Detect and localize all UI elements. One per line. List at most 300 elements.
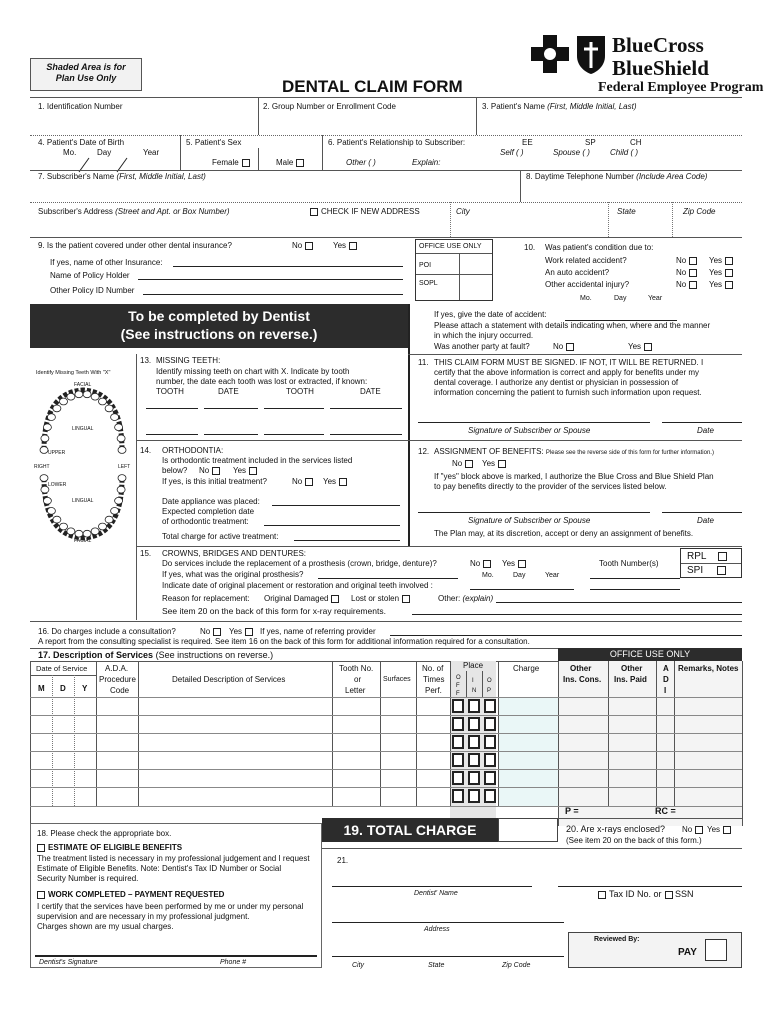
q12-no[interactable] (452, 459, 473, 469)
table-row[interactable] (30, 751, 742, 752)
place-box[interactable] (452, 789, 464, 803)
q9-label: 9. Is the patient covered under other dental insurance? (38, 241, 232, 250)
upper-tooth[interactable] (40, 447, 48, 454)
q10-day: Day (614, 295, 627, 302)
lower-tooth[interactable] (118, 475, 126, 482)
other-reason-input-2[interactable] (412, 614, 742, 615)
q9-no-label: No (292, 241, 303, 250)
missing-date-input[interactable] (330, 434, 402, 435)
q11-date-line[interactable] (662, 422, 742, 423)
field3-label (482, 102, 636, 112)
col-adi2: D (663, 675, 669, 684)
damaged-label: Original Damaged (264, 594, 329, 603)
male-checkbox[interactable] (296, 159, 304, 167)
upper-tooth[interactable] (83, 391, 91, 398)
checkbox[interactable] (518, 560, 526, 568)
checkbox[interactable] (339, 478, 347, 486)
missing-date-input[interactable] (330, 408, 402, 409)
upper-tooth[interactable] (41, 435, 49, 442)
work-completed-checkbox[interactable] (37, 891, 45, 899)
col-tooth1: Tooth No. (339, 664, 374, 673)
missing-date-input[interactable] (204, 434, 258, 435)
missing-tooth-input[interactable] (264, 434, 324, 435)
rel-other[interactable]: Other ( ) (346, 158, 376, 167)
col-times1: No. of (422, 664, 444, 673)
field3-text: 3. Patient's Name (482, 102, 545, 111)
col-tooth2: or (354, 675, 362, 684)
divider (30, 97, 742, 98)
q12-line1: If "yes" block above is marked, I authorize the Blue Cross and Blue Shield Plan (434, 472, 714, 481)
new-address-checkbox[interactable] (310, 208, 318, 216)
q15-no[interactable] (470, 559, 491, 569)
col-charge: Charge (513, 664, 540, 673)
table-row[interactable] (30, 769, 742, 770)
divider (136, 546, 137, 620)
field3-hint: (First, Middle Initial, Last) (547, 102, 637, 111)
place-box[interactable] (468, 717, 480, 731)
fault-no[interactable] (553, 342, 574, 352)
checkbox[interactable] (465, 460, 473, 468)
place-box[interactable] (452, 717, 464, 731)
form-title: DENTAL CLAIM FORM (282, 77, 463, 96)
q12-yes[interactable] (482, 459, 506, 469)
q9-no-checkbox[interactable] (305, 242, 313, 250)
place-f2: F (456, 691, 460, 697)
q13-tooth1: TOOTH (156, 387, 184, 396)
q10-work: Work related accident? (545, 256, 627, 265)
sopl-label: SOPL (419, 280, 438, 287)
divider (408, 354, 742, 355)
checkbox[interactable] (212, 467, 220, 475)
rel-ch: CH (630, 138, 642, 147)
place-box[interactable] (468, 735, 480, 749)
lingual-upper: LINGUAL (72, 426, 94, 432)
dentist-signature-line[interactable] (35, 955, 317, 957)
checkbox[interactable] (725, 281, 733, 289)
place-box[interactable] (452, 735, 464, 749)
placement-date-input[interactable] (470, 589, 574, 590)
table-row[interactable] (30, 715, 742, 716)
upper-tooth[interactable] (60, 398, 68, 405)
field2-label: 2. Group Number or Enrollment Code (263, 102, 396, 111)
table-row[interactable] (30, 733, 742, 734)
q12-title-text: ASSIGNMENT OF BENEFITS: (434, 447, 544, 456)
q11-line3: dental coverage. I authorize any dentist or physician in possession of (434, 378, 679, 387)
original-prosthesis-input[interactable] (318, 578, 458, 579)
place-box[interactable] (468, 753, 480, 767)
facial-bottom: FACIAL (74, 538, 92, 544)
dob-mo: Mo. (63, 148, 77, 157)
lower-tooth[interactable] (75, 530, 83, 537)
divider (136, 354, 137, 546)
checkbox[interactable] (498, 460, 506, 468)
rel-spouse[interactable]: Spouse ( ) (553, 148, 590, 157)
divider (742, 661, 743, 826)
q15-yes[interactable] (502, 559, 526, 569)
col-other-cons2: Ins. Cons. (563, 675, 602, 684)
right-label: RIGHT (34, 464, 50, 470)
checkbox[interactable] (245, 628, 253, 636)
blue-shield-icon (575, 34, 607, 76)
q14-q1-no[interactable] (199, 466, 220, 476)
estimate-line1: The treatment listed is necessary in my professional judgement and I request (37, 854, 310, 863)
yes-label: Yes (709, 280, 723, 289)
work-completed-title: WORK COMPLETED – PAYMENT REQUESTED (48, 890, 225, 899)
no-label: No (199, 466, 210, 475)
upper-tooth[interactable] (47, 414, 55, 421)
group-number-input[interactable] (262, 114, 472, 132)
table-row[interactable] (30, 806, 742, 807)
q12-num: 12. (418, 447, 430, 456)
field5-label: 5. Patient's Sex (186, 138, 242, 147)
q10-other-no[interactable] (676, 280, 697, 290)
q15-q3: Indicate date of original placement or restoration and original teeth involved : (162, 581, 433, 590)
city-state-zip-line[interactable] (332, 956, 564, 957)
explain-hint: (explain) (462, 594, 494, 603)
spi-checkbox[interactable] (717, 566, 726, 575)
work-completed-option[interactable] (37, 890, 224, 900)
divider (466, 671, 467, 697)
place-box[interactable] (452, 699, 464, 713)
rel-ee: EE (522, 138, 533, 147)
divider (520, 170, 521, 202)
rel-child[interactable]: Child ( ) (610, 148, 639, 157)
place-box[interactable] (468, 699, 480, 713)
field1-label: 1. Identification Number (38, 102, 123, 111)
place-box[interactable] (484, 789, 496, 803)
lower-tooth[interactable] (99, 523, 107, 530)
office-use-header (558, 648, 742, 661)
q10-other-yes[interactable] (709, 280, 733, 290)
city-label: City (456, 207, 470, 216)
checkbox[interactable] (689, 269, 697, 277)
tooth-chart-title: Identify Missing Teeth With "X" (36, 370, 111, 376)
lost-label: Lost or stolen (351, 594, 400, 603)
divider (322, 135, 323, 170)
q14-title: ORTHODONTIA: (162, 446, 224, 455)
divider (608, 202, 609, 237)
field7-text: 7. Subscriber's Name (38, 172, 115, 181)
checkbox[interactable] (644, 343, 652, 351)
divider (558, 661, 559, 826)
poi-label: POI (419, 262, 432, 269)
place-box[interactable] (484, 753, 496, 767)
q16-no[interactable] (200, 627, 221, 637)
spi-label: SPI (687, 565, 704, 576)
no-label: No (292, 477, 303, 486)
col-ada3: Code (110, 686, 130, 695)
estimate-checkbox[interactable] (37, 844, 45, 852)
dentist-banner (30, 304, 408, 348)
q14-q1-yes[interactable] (233, 466, 257, 476)
total-charge-input[interactable] (498, 818, 558, 842)
tax-id-line[interactable] (558, 886, 742, 887)
other-insurance-input[interactable] (173, 266, 403, 267)
attach-line1: Please attach a statement with details indicating when, where and the manner (434, 321, 711, 330)
tooth-numbers-input[interactable] (590, 578, 680, 579)
other-reason-input[interactable] (496, 602, 742, 603)
brand-blueshield: BlueShield (612, 56, 709, 80)
lingual-lower: LINGUAL (72, 498, 94, 504)
estimate-line2: Estimate of Eligible Benefits. Note: Dentist's Tax ID Number or Social (37, 864, 282, 873)
missing-date-input[interactable] (204, 408, 258, 409)
q20-no[interactable] (682, 825, 703, 835)
lower-tooth[interactable] (105, 516, 113, 523)
left-label: LEFT (118, 464, 131, 470)
appliance-date-input[interactable] (272, 505, 400, 506)
lower-tooth[interactable] (67, 528, 75, 535)
sex-female-option[interactable] (212, 158, 250, 168)
rpl-checkbox[interactable] (718, 552, 727, 561)
yes-label: Yes (233, 466, 247, 475)
lower-tooth[interactable] (117, 486, 125, 493)
checkbox[interactable] (725, 257, 733, 265)
lower-tooth[interactable] (60, 523, 68, 530)
pay-checkbox[interactable] (705, 939, 727, 961)
dentist-signature-label: Dentist's Signature (39, 959, 98, 966)
bcbs-logo (530, 34, 570, 74)
lower-label: LOWER (48, 482, 67, 488)
yes-label: Yes (229, 627, 243, 636)
q9-yes[interactable] (333, 241, 357, 251)
tooth-chart (30, 354, 136, 546)
upper-tooth[interactable] (53, 405, 61, 412)
field8-label (526, 172, 707, 182)
table-row[interactable] (30, 697, 742, 698)
sex-male-option[interactable] (276, 158, 304, 168)
q13-line1: Identify missing teeth on chart with X. Indicate by tooth (156, 367, 350, 376)
tax-id-checkbox[interactable] (598, 891, 606, 899)
col-other-cons1: Other (570, 664, 592, 673)
q20-label: 20. Are x-rays enclosed? (566, 824, 666, 834)
col-other-paid1: Other (621, 664, 643, 673)
q13-line2: number, the date each tooth was lost or extracted, if known: (156, 377, 368, 386)
upper-tooth[interactable] (111, 414, 119, 421)
field6-label: 6. Patient's Relationship to Subscriber: (328, 138, 466, 147)
q12-signature-line[interactable] (418, 512, 650, 513)
q9-yes-checkbox[interactable] (349, 242, 357, 250)
checkbox[interactable] (689, 257, 697, 265)
patient-name-input[interactable] (480, 114, 740, 132)
q20-yes[interactable] (707, 825, 731, 835)
place-box[interactable] (452, 753, 464, 767)
q14-placed: Date appliance was placed: (162, 497, 260, 506)
place-box[interactable] (468, 771, 480, 785)
divider (476, 97, 477, 135)
checkbox[interactable] (566, 343, 574, 351)
q10-mo: Mo. (580, 295, 592, 302)
q12-date-line[interactable] (662, 512, 742, 513)
col-m: M (38, 684, 45, 693)
office-use-box-top (415, 239, 493, 301)
q10-other: Other accidental injury? (545, 280, 630, 289)
field8-hint: (Include Area Code) (636, 172, 708, 181)
ssn-checkbox[interactable] (665, 891, 673, 899)
upper-tooth[interactable] (75, 391, 83, 398)
city-label-21: City (352, 962, 365, 969)
plan-use-shaded-box (30, 58, 142, 91)
col-date-of-service: Date of Service (36, 664, 88, 673)
q14-q2-yes[interactable] (323, 477, 347, 487)
lower-tooth[interactable] (43, 497, 51, 504)
dentist-name-line[interactable] (332, 886, 532, 887)
upper-tooth[interactable] (115, 424, 123, 431)
place-box[interactable] (484, 717, 496, 731)
tax-id-option[interactable] (598, 889, 694, 900)
q12-signature-label: Signature of Subscriber or Spouse (468, 516, 591, 525)
lower-tooth[interactable] (53, 516, 61, 523)
ssn-label: SSN (675, 889, 694, 899)
place-box[interactable] (484, 699, 496, 713)
teeth-diagram[interactable] (30, 354, 136, 546)
missing-tooth-input[interactable] (146, 408, 198, 409)
subscriber-name-input[interactable] (34, 184, 514, 200)
q12-title (434, 447, 714, 458)
missing-tooth-input[interactable] (146, 434, 198, 435)
address-text: Subscriber's Address (38, 207, 113, 216)
no-label: No (452, 459, 463, 468)
q15-damaged[interactable] (264, 594, 339, 604)
q9-no[interactable] (292, 241, 313, 251)
q11-num: 11. (418, 358, 429, 367)
q14-q2: If yes, is this initial treatment? (162, 477, 267, 486)
policy-holder-input[interactable] (138, 279, 403, 280)
female-checkbox[interactable] (242, 159, 250, 167)
lower-tooth[interactable] (40, 475, 48, 482)
rel-self[interactable]: Self ( ) (500, 148, 524, 157)
q16-yes[interactable] (229, 627, 253, 637)
q10-auto-no[interactable] (676, 268, 697, 278)
q12-title-note: Please see the reverse side of this form for further information.) (545, 450, 714, 456)
lower-tooth[interactable] (111, 508, 119, 515)
table-row[interactable] (30, 787, 742, 788)
upper-tooth[interactable] (99, 398, 107, 405)
upper-tooth[interactable] (43, 424, 51, 431)
checkbox[interactable] (305, 478, 313, 486)
divider (322, 848, 742, 849)
office-use-label: OFFICE USE ONLY (419, 243, 482, 250)
address-line[interactable] (332, 922, 564, 923)
q10-work-no[interactable] (676, 256, 697, 266)
checkbox[interactable] (331, 595, 339, 603)
col-place: Place (463, 661, 484, 670)
q15-other (438, 594, 493, 604)
q11-signature-line[interactable] (418, 422, 650, 423)
reviewed-box (568, 932, 742, 968)
checkbox[interactable] (689, 281, 697, 289)
checkbox[interactable] (483, 560, 491, 568)
lower-tooth[interactable] (47, 508, 55, 515)
pay-label: PAY (678, 947, 697, 958)
female-label: Female (212, 158, 239, 167)
q15-q1: Do services include the replacement of a prosthesis (crown, bridge, denture)? (162, 559, 437, 568)
checkbox[interactable] (725, 269, 733, 277)
dentist-banner-line1: To be completed by Dentist (128, 308, 310, 324)
checkbox[interactable] (249, 467, 257, 475)
q14-q2-no[interactable] (292, 477, 313, 487)
yes-label: Yes (628, 342, 642, 351)
q14-expected2: of orthodontic treatment: (162, 517, 249, 526)
missing-tooth-input[interactable] (264, 408, 324, 409)
male-label: Male (276, 158, 294, 167)
q15-reason: Reason for replacement: (162, 594, 250, 603)
q15-lost[interactable] (351, 594, 410, 604)
yes-label: Yes (502, 559, 516, 568)
original-teeth-input[interactable] (590, 589, 680, 590)
rel-explain: Explain: (412, 158, 441, 167)
col-adi1: A (663, 664, 669, 673)
q10-auto-yes[interactable] (709, 268, 733, 278)
upper-tooth[interactable] (118, 447, 126, 454)
estimate-title: ESTIMATE OF ELIGIBLE BENEFITS (48, 843, 183, 852)
q10-num: 10. (524, 243, 536, 252)
q10-work-yes[interactable] (709, 256, 733, 266)
divider (459, 253, 460, 300)
place-box[interactable] (484, 771, 496, 785)
referring-provider-input[interactable] (390, 635, 742, 636)
upper-tooth[interactable] (67, 393, 75, 400)
q12-date-label: Date (697, 516, 714, 525)
lower-tooth[interactable] (91, 528, 99, 535)
p-label: P = (565, 806, 579, 816)
col-ada1: A.D.A. (105, 664, 129, 673)
checkbox[interactable] (723, 826, 731, 834)
spi-option[interactable] (687, 565, 726, 577)
active-treatment-charge-input[interactable] (294, 540, 400, 541)
place-box[interactable] (484, 735, 496, 749)
fault-yes[interactable] (628, 342, 652, 352)
checkbox[interactable] (213, 628, 221, 636)
total-charge-label: 19. TOTAL CHARGE (343, 822, 477, 838)
other-label: Other: (438, 594, 461, 603)
divider (258, 148, 259, 170)
rpl-option[interactable] (687, 551, 727, 563)
lower-tooth[interactable] (83, 530, 91, 537)
q14-total: Total charge for active treatment: (162, 532, 279, 541)
accident-date-input[interactable] (565, 312, 677, 321)
divider (681, 563, 741, 564)
q18-title: 18. Please check the appropriate box. (37, 829, 172, 838)
estimate-option[interactable] (37, 843, 182, 853)
checkbox[interactable] (402, 595, 410, 603)
phone-input[interactable] (524, 184, 740, 200)
lower-tooth[interactable] (115, 497, 123, 504)
completion-date-input[interactable] (264, 525, 400, 526)
blue-shield-logo (575, 34, 607, 76)
other-insurance-label: If yes, name of other Insurance: (50, 258, 163, 267)
place-box[interactable] (452, 771, 464, 785)
field7-hint: (First, Middle Initial, Last) (116, 172, 206, 181)
upper-tooth[interactable] (105, 405, 113, 412)
upper-tooth[interactable] (91, 393, 99, 400)
new-address-option[interactable] (310, 207, 420, 217)
lower-tooth[interactable] (41, 486, 49, 493)
col-other-paid2: Ins. Paid (614, 675, 647, 684)
attach-line2: in which the injury occurred. (434, 331, 534, 340)
tax-id-label: Tax ID No. or (609, 889, 662, 899)
phone-label: Phone # (220, 959, 247, 966)
work-line1: I certify that the services have been performed by me or under my personal (37, 902, 304, 911)
checkbox[interactable] (695, 826, 703, 834)
id-number-input[interactable] (34, 114, 254, 132)
policy-id-input[interactable] (143, 294, 403, 295)
place-box[interactable] (468, 789, 480, 803)
new-address-label: CHECK IF NEW ADDRESS (321, 207, 420, 216)
upper-tooth[interactable] (117, 435, 125, 442)
divider (416, 274, 492, 275)
q13-date1: DATE (218, 387, 239, 396)
col-d: D (60, 684, 66, 693)
